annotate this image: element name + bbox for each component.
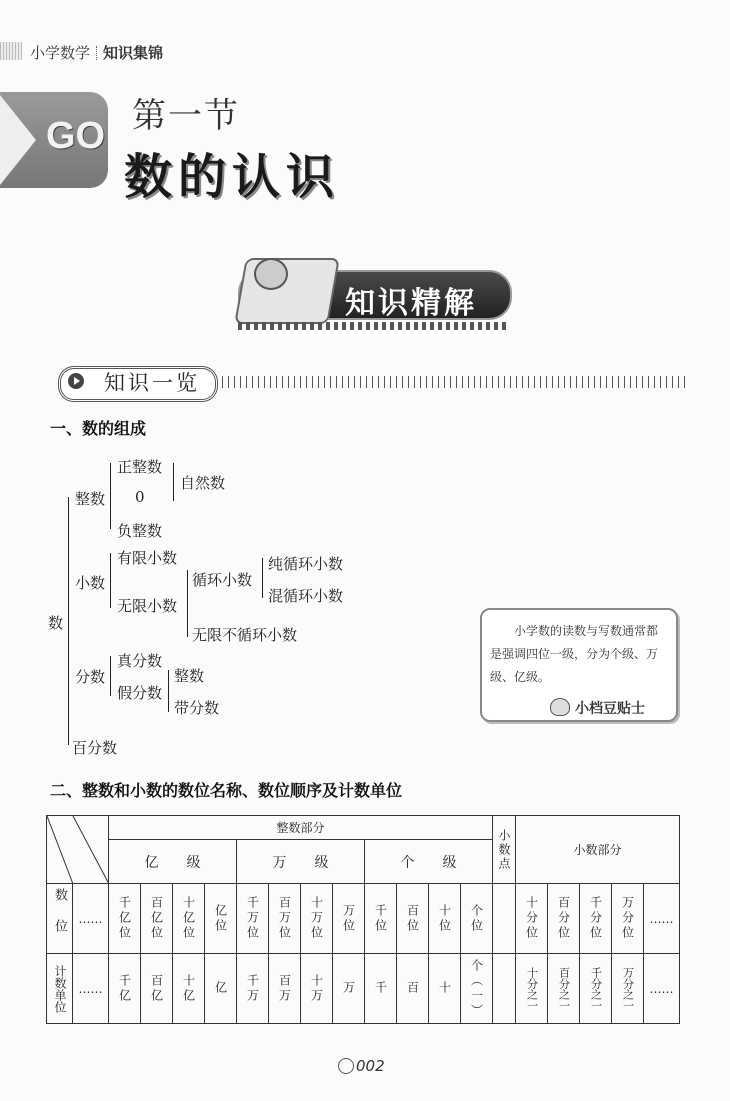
unit-cell: 十万 xyxy=(301,954,333,1024)
digit-cell: 百位 xyxy=(397,884,429,954)
ellipsis: …… xyxy=(644,884,680,954)
row-label: 计数单位 xyxy=(47,954,73,1024)
decimal-unit-cell: 千分之一 xyxy=(580,954,612,1024)
header-divider xyxy=(96,46,97,60)
page-number: 002 xyxy=(356,1057,385,1075)
ge-grade: 个 级 xyxy=(365,840,493,884)
decimal-digit-cell: 万分位 xyxy=(612,884,644,954)
section-number: 第一节 xyxy=(132,96,240,136)
digit-cell: 十亿位 xyxy=(173,884,205,954)
tree-whole: 整数 xyxy=(174,667,205,685)
digit-cell: 十万位 xyxy=(301,884,333,954)
digit-cell: 千万位 xyxy=(237,884,269,954)
tree-integer: 整数 xyxy=(75,490,106,508)
arrow-icon xyxy=(0,95,36,185)
tip-signature: 小档豆贴士 xyxy=(575,701,645,717)
part2-heading: 二、整数和小数的数位名称、数位顺序及计数单位 xyxy=(50,781,403,800)
tree-infinite: 无限小数 xyxy=(117,597,178,615)
tree-brace xyxy=(262,558,263,598)
digit-row xyxy=(47,884,680,954)
header-pattern xyxy=(0,42,22,60)
tree-decimal: 小数 xyxy=(75,574,106,592)
digit-cell: 百万位 xyxy=(269,884,301,954)
unit-cell: 个（一） xyxy=(461,954,493,1024)
unit-cell: 百万 xyxy=(269,954,301,1024)
tree-brace xyxy=(173,463,174,501)
badge-title: 知识精解 xyxy=(345,286,477,321)
unit-cell: 十亿 xyxy=(173,954,205,1024)
tree-repeating: 循环小数 xyxy=(192,571,253,589)
tree-brace xyxy=(110,553,111,608)
unit-cell: 百亿 xyxy=(141,954,173,1024)
digit-cell: 亿位 xyxy=(205,884,237,954)
page-icon xyxy=(338,1058,354,1074)
running-header xyxy=(30,42,163,63)
tree-finite: 有限小数 xyxy=(117,549,178,567)
go-label: GO xyxy=(46,115,106,157)
unit-cell: 千万 xyxy=(237,954,269,1024)
tree-improper: 假分数 xyxy=(117,684,163,702)
yi-grade: 亿 级 xyxy=(109,840,237,884)
unit-cell: 十 xyxy=(429,954,461,1024)
tree-mixed-repeating: 混循环小数 xyxy=(268,587,344,605)
digit-cell: 百亿位 xyxy=(141,884,173,954)
unit-cell: 亿 xyxy=(205,954,237,1024)
tree-brace xyxy=(68,497,69,745)
decimal-digit-cell: 千分位 xyxy=(580,884,612,954)
row-label: 数位 xyxy=(47,884,73,954)
decimal-part-header: 小数部分 xyxy=(516,816,680,884)
ellipsis: …… xyxy=(73,954,109,1024)
header-series: 知识集锦 xyxy=(103,44,164,62)
unit-cell: 千 xyxy=(365,954,397,1024)
tip-text: 小学数的读数与写数通常都是强调四位一级，分为个级、万级、亿级。 xyxy=(490,624,659,684)
tree-natural: 自然数 xyxy=(180,474,226,492)
digit-cell: 万位 xyxy=(333,884,365,954)
header-subject: 小学数学 xyxy=(30,44,91,62)
decimal-unit-cell: 十分之一 xyxy=(516,954,548,1024)
overview-title: 知识一览 xyxy=(104,371,200,395)
decimal-point-cell xyxy=(493,954,516,1024)
digit-cell: 十位 xyxy=(429,884,461,954)
part1-heading: 一、数的组成 xyxy=(50,419,147,438)
diagonal-lines xyxy=(47,816,109,884)
integer-part-header: 整数部分 xyxy=(109,816,493,840)
tree-proper: 真分数 xyxy=(117,652,163,670)
decimal-point-header: 小数点 xyxy=(493,816,516,884)
tree-pure-repeating: 纯循环小数 xyxy=(268,555,344,573)
unit-row xyxy=(47,954,680,1024)
unit-cell: 千亿 xyxy=(109,954,141,1024)
bean-mascot-icon xyxy=(550,698,570,716)
decimal-point-cell xyxy=(493,884,516,954)
dotted-rule xyxy=(222,376,687,388)
digit-cell: 个位 xyxy=(461,884,493,954)
decimal-unit-cell: 百分之一 xyxy=(548,954,580,1024)
chapter-title: 数的认识 xyxy=(124,149,341,205)
unit-cell: 万 xyxy=(333,954,365,1024)
unit-cell: 百 xyxy=(397,954,429,1024)
play-triangle-icon xyxy=(74,377,80,385)
decimal-digit-cell: 百分位 xyxy=(548,884,580,954)
tree-percent: 百分数 xyxy=(72,739,118,757)
tree-zero: 0 xyxy=(135,488,145,506)
tree-brace xyxy=(110,656,111,696)
digit-cell: 千亿位 xyxy=(109,884,141,954)
tree-non-repeating: 无限不循环小数 xyxy=(192,626,298,644)
tree-brace xyxy=(168,670,169,712)
ellipsis: …… xyxy=(73,884,109,954)
decimal-digit-cell: 十分位 xyxy=(516,884,548,954)
wan-grade: 万 级 xyxy=(237,840,365,884)
student-head-icon xyxy=(254,258,288,290)
tree-root: 数 xyxy=(48,614,64,632)
decimal-unit-cell: 万分之一 xyxy=(612,954,644,1024)
tree-positive-int: 正整数 xyxy=(117,458,163,476)
place-value-table xyxy=(46,815,680,1024)
tree-brace xyxy=(110,463,111,529)
tree-brace xyxy=(187,570,188,637)
table-corner xyxy=(47,816,109,884)
tree-mixed: 带分数 xyxy=(174,699,220,717)
digit-cell: 千位 xyxy=(365,884,397,954)
tree-fraction: 分数 xyxy=(75,668,106,686)
badge-dots xyxy=(238,322,508,330)
ellipsis: …… xyxy=(644,954,680,1024)
tree-negative-int: 负整数 xyxy=(117,522,163,540)
